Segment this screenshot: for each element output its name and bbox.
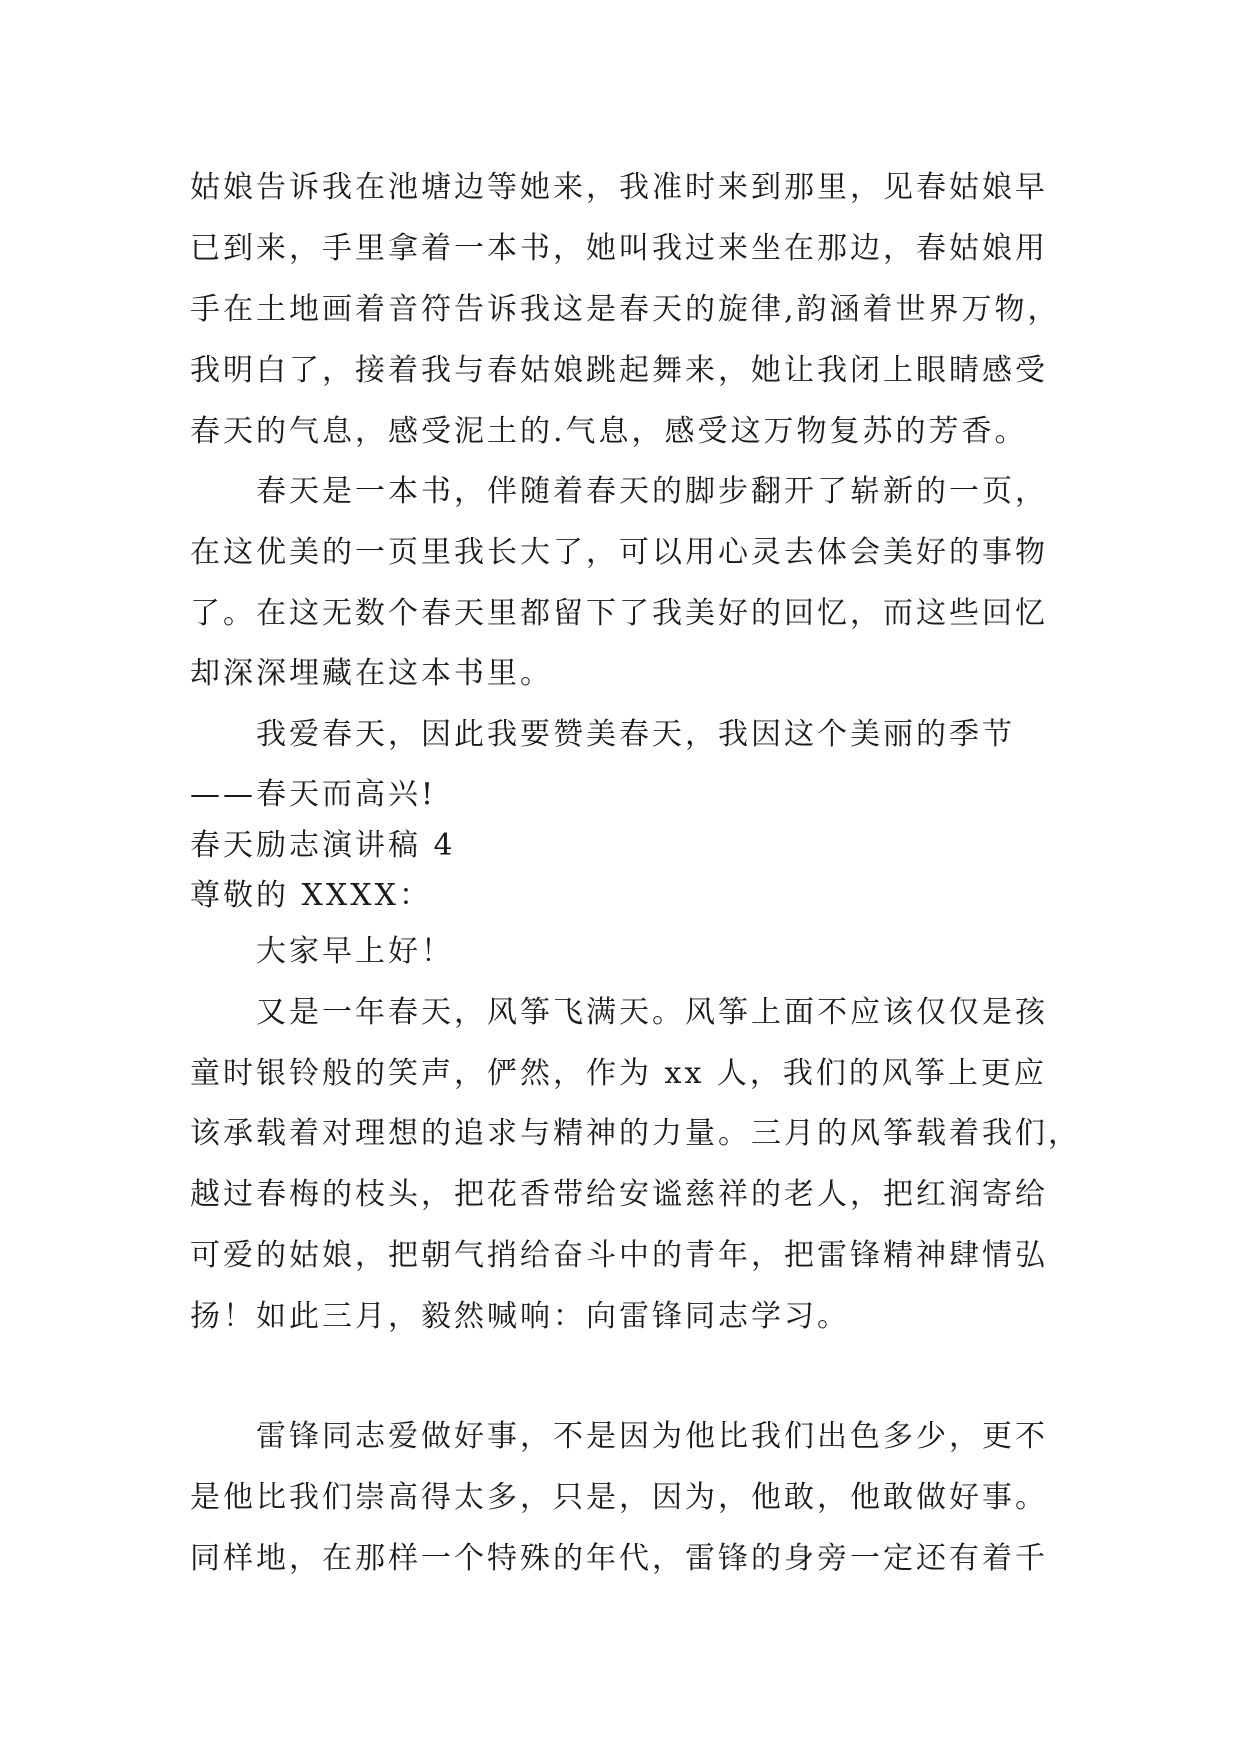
paragraph-line: 雷锋同志爱做好事，不是因为他比我们出色多少，更不 — [256, 1419, 1048, 1454]
paragraph-line: 春天的气息，感受泥土的.气息，感受这万物复苏的芳香。 — [190, 414, 1028, 449]
paragraph-line: 却深深埋藏在这本书里。 — [190, 656, 553, 691]
paragraph-line: 是他比我们崇高得太多，只是，因为，他敢，他敢做好事。 — [190, 1480, 1048, 1515]
paragraph-line: 该承载着对理想的追求与精神的力量。三月的风筝载着我们， — [190, 1116, 1081, 1151]
paragraph-line: 已到来，手里拿着一本书，她叫我过来坐在那边，春姑娘用 — [190, 231, 1048, 266]
paragraph-line: 同样地，在那样一个特殊的年代，雷锋的身旁一定还有着千 — [190, 1541, 1048, 1576]
paragraph-line: 了。在这无数个春天里都留下了我美好的回忆，而这些回忆 — [190, 596, 1048, 631]
paragraph-line: 又是一年春天，风筝飞满天。风筝上面不应该仅仅是孩 — [256, 995, 1048, 1030]
paragraph-line: 童时银铃般的笑声，俨然，作为 xx 人，我们的风筝上更应 — [190, 1056, 1047, 1091]
paragraph-line: 我明白了，接着我与春姑娘跳起舞来，她让我闭上眼睛感受 — [190, 353, 1048, 388]
paragraph-line: 在这优美的一页里我长大了，可以用心灵去体会美好的事物 — [190, 535, 1048, 570]
paragraph-line: 可爱的姑娘，把朝气捎给奋斗中的青年，把雷锋精神肆情弘 — [190, 1238, 1048, 1273]
paragraph-line: ——春天而高兴! — [190, 777, 437, 812]
paragraph-line: 春天是一本书，伴随着春天的脚步翻开了崭新的一页， — [256, 474, 1048, 509]
salutation: 尊敬的 XXXX： — [190, 878, 432, 913]
paragraph-line: 越过春梅的枝头，把花香带给安谧慈祥的老人，把红润寄给 — [190, 1177, 1048, 1212]
greeting: 大家早上好！ — [256, 934, 454, 969]
section-title: 春天励志演讲稿 4 — [190, 828, 456, 863]
paragraph-line: 姑娘告诉我在池塘边等她来，我准时来到那里，见春姑娘早 — [190, 170, 1048, 205]
paragraph-line: 手在土地画着音符告诉我这是春天的旋律,韵涵着世界万物， — [190, 292, 1061, 327]
paragraph-line: 我爱春天，因此我要赞美春天，我因这个美丽的季节 — [256, 717, 1015, 752]
paragraph-line: 扬！如此三月，毅然喊响：向雷锋同志学习。 — [190, 1299, 850, 1334]
